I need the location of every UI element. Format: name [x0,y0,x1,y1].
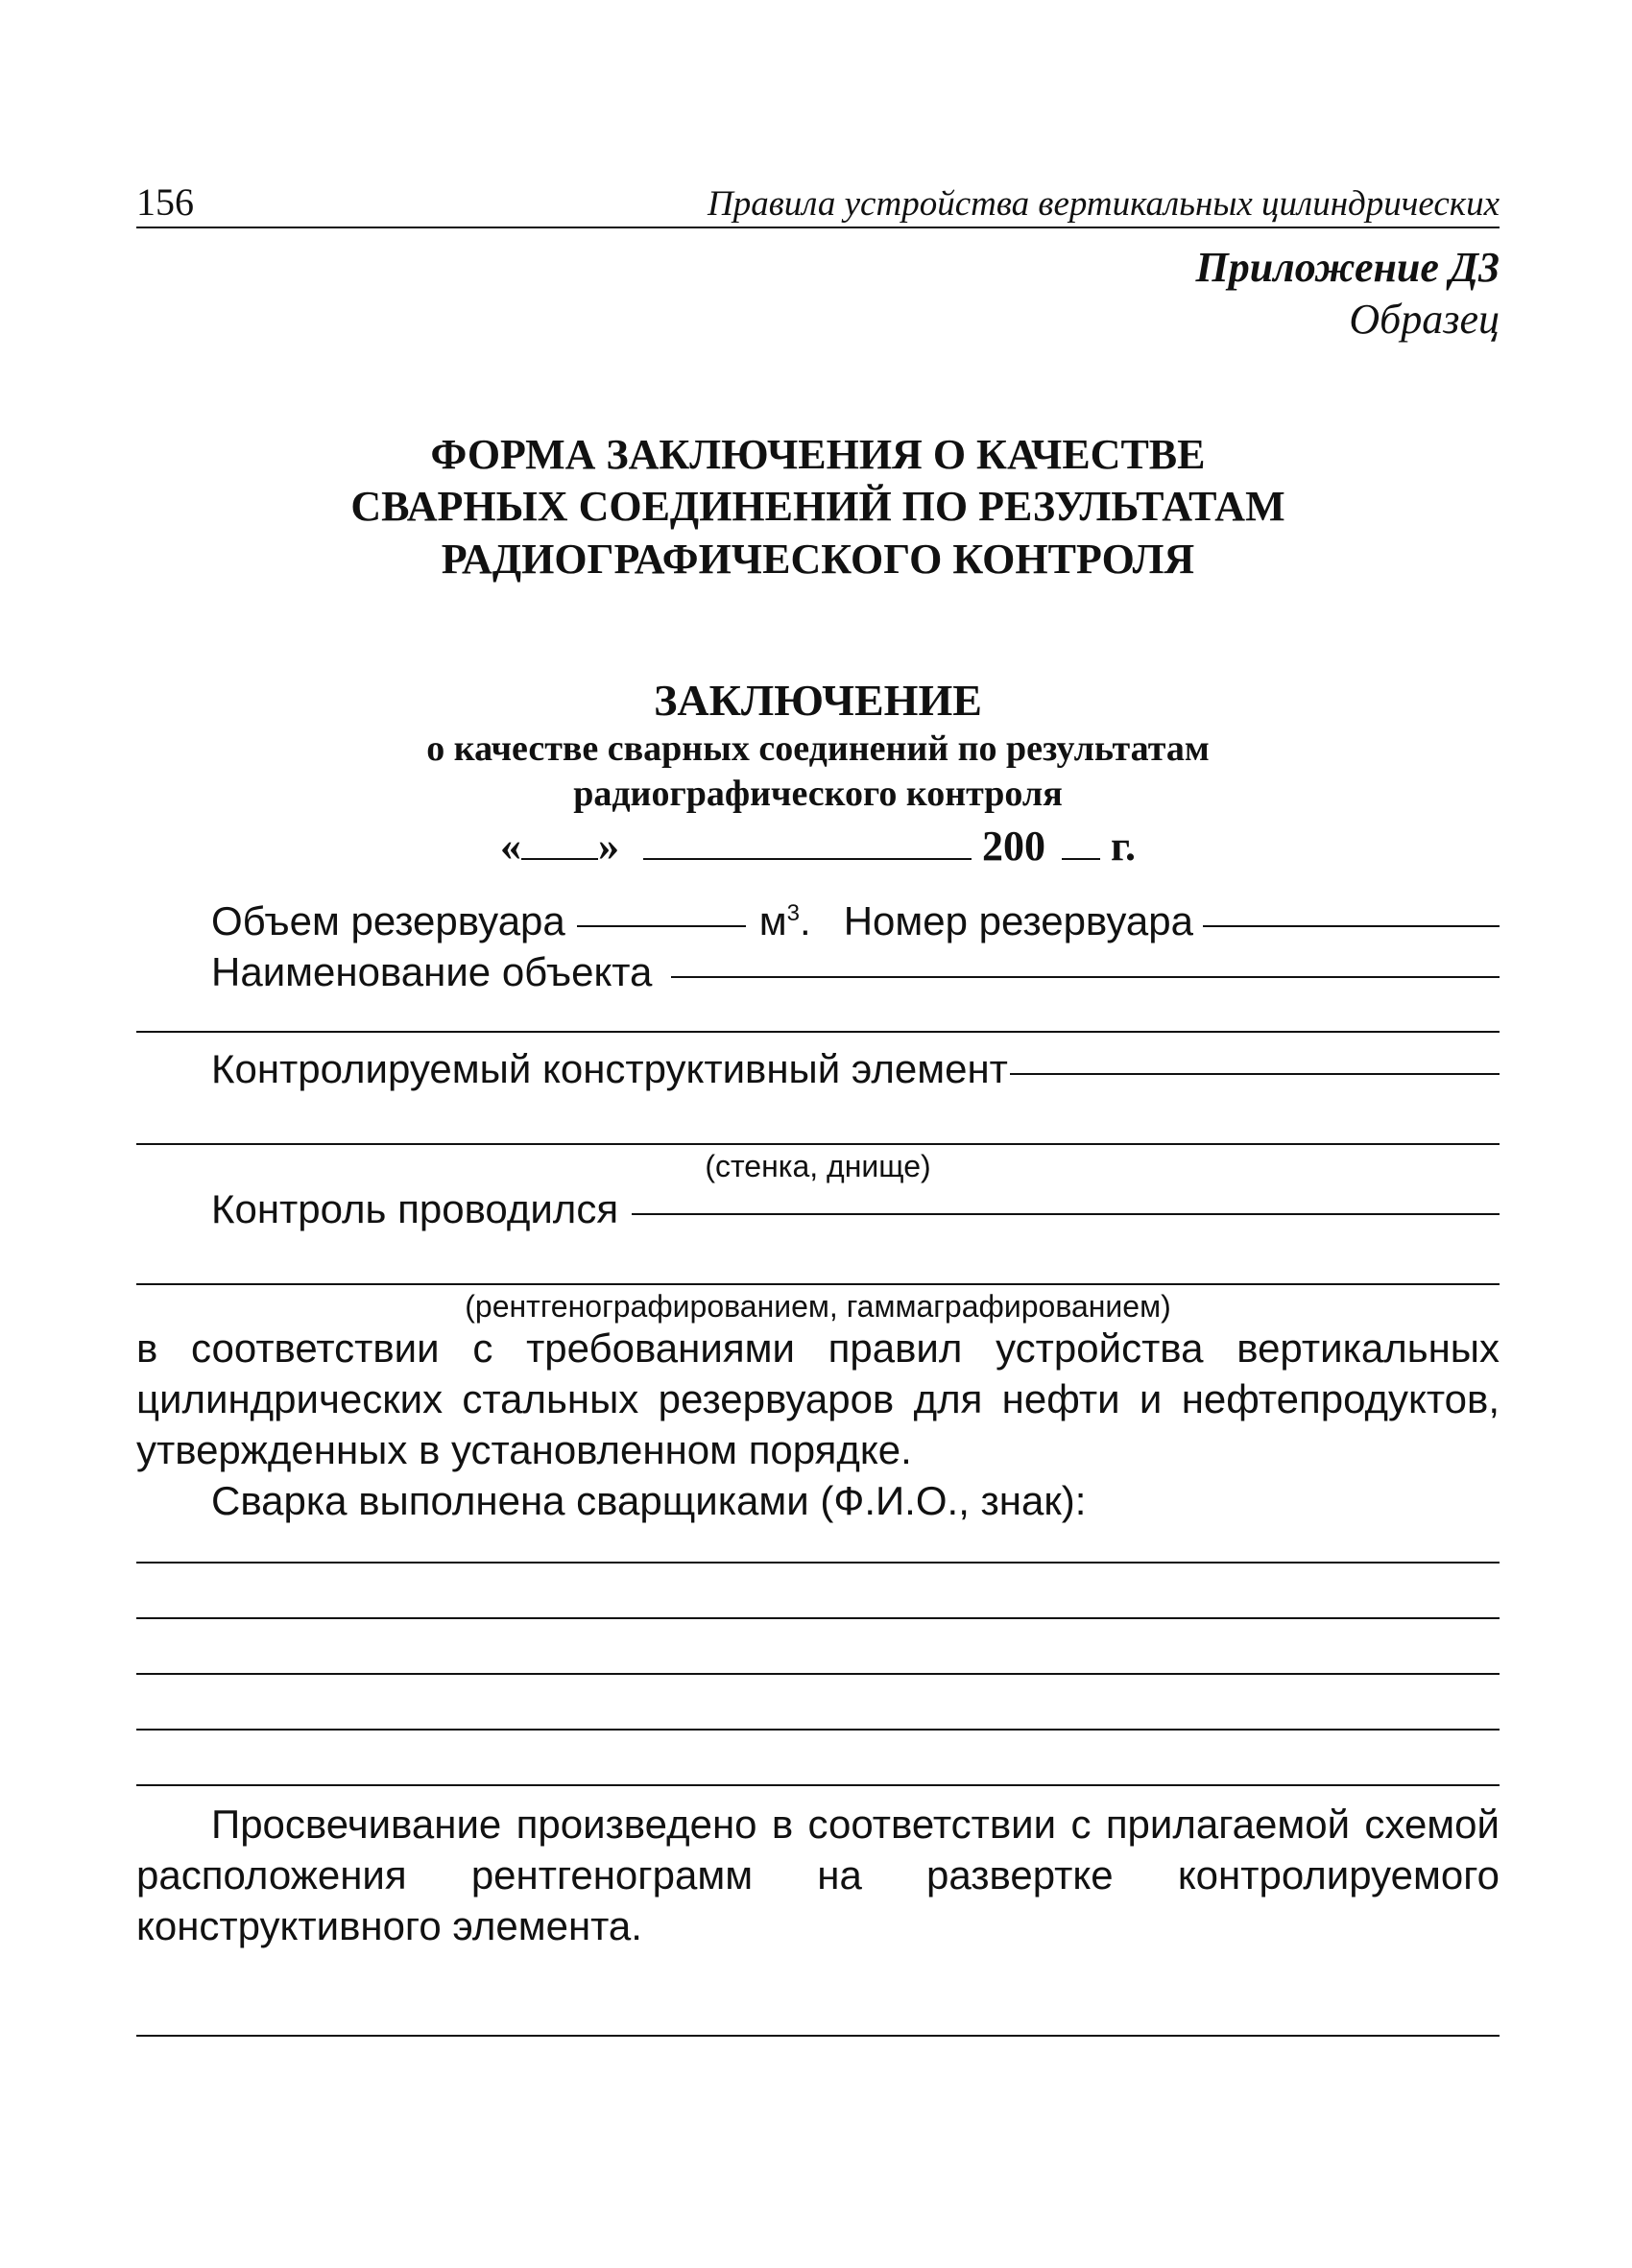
form-title-line: СВАРНЫХ СОЕДИНЕНИЙ ПО РЕЗУЛЬТАТАМ [350,483,1285,531]
date-close-quote: » [597,823,619,871]
day-blank[interactable] [521,858,598,860]
year-prefix: 200 [981,823,1045,871]
welders-label: Сварка выполнена сварщиками (Ф.И.О., знак): [211,1478,1087,1524]
number-label: Номер резервуара [843,898,1193,944]
method-hint: (рентгенографированием, гаммаграфированием) [465,1288,1171,1324]
number-blank[interactable] [1203,925,1500,927]
compliance-paragraph: в соответствии с требованиями правил устройства вертикальных цилиндрических стальных резервуаров для нефти и нефтепродуктов, утвержденных в установленном порядке. [136,1325,1500,1473]
month-blank[interactable] [643,858,972,860]
welders-line-2[interactable] [136,1617,1500,1619]
page-number: 156 [136,180,194,224]
appendix-type: Образец [1349,295,1500,343]
document-page [136,173,1500,2037]
date-line [136,819,1500,873]
object-blank-continuation[interactable] [136,1031,1500,1033]
appendix-block [136,242,1500,345]
element-hint: (стенка, днище) [705,1148,931,1183]
year-blank[interactable] [1062,858,1100,860]
object-row [136,947,1500,998]
volume-unit: $м^3$. [758,898,811,944]
method-row [136,1184,1500,1235]
conclusion-subtitle-line: о качестве сварных соединений по результатам [426,728,1210,769]
conclusion-title: ЗАКЛЮЧЕНИЕ [654,675,982,725]
running-title: Правила устройства вертикальных цилиндрических [708,184,1500,224]
volume-blank[interactable] [577,925,746,927]
form-title [136,429,1500,585]
element-blank[interactable] [1010,1073,1500,1075]
form-title-line: ФОРМА ЗАКЛЮЧЕНИЯ О КАЧЕСТВЕ [430,431,1206,479]
welders-line-5[interactable] [136,1784,1500,1786]
element-label: Контролируемый конструктивный элемент [211,1046,1008,1092]
radiography-blank-line[interactable] [136,2035,1500,2037]
method-blank[interactable] [632,1213,1500,1215]
volume-number-row [136,896,1500,947]
welders-line-3[interactable] [136,1673,1500,1675]
form-title-line: РАДИОГРАФИЧЕСКОГО КОНТРОЛЯ [441,535,1195,583]
volume-label: Объем резервуара [211,898,565,944]
object-label: Наименование объекта [211,949,653,995]
appendix-label: Приложение Д3 [1195,244,1500,291]
conclusion-subtitle [136,727,1500,817]
welders-line-4[interactable] [136,1729,1500,1731]
object-blank[interactable] [671,976,1500,978]
date-open-quote: « [499,823,521,871]
radiography-paragraph: Просвечивание произведено в соответствии с прилагаемой схемой расположения рентгенограмм на развертке контролируемого конструктивного элемента. [136,1802,1500,1948]
running-header [136,173,1500,228]
element-row [136,1044,1500,1095]
conclusion-subtitle-line: радиографического контроля [573,773,1063,814]
year-suffix: г. [1110,823,1137,871]
method-label: Контроль проводился [211,1185,619,1231]
welders-line-1[interactable] [136,1562,1500,1564]
